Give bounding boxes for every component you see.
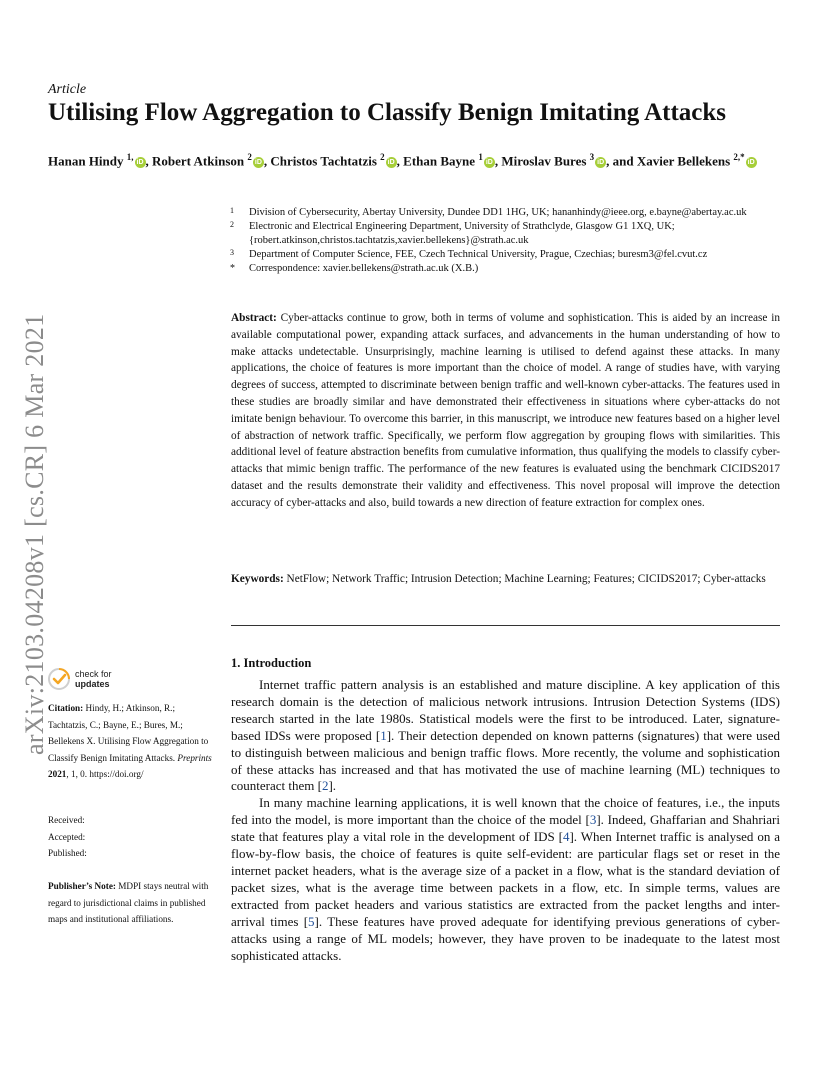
- affiliation-item: [230, 206, 790, 220]
- affiliation-text: Division of Cybersecurity, Abertay University, Dundee DD1 1HG, UK; hananhindy@ieee.org, e.bayne@abertay.ac.uk: [249, 207, 747, 218]
- citation-link[interactable]: 3: [589, 812, 597, 828]
- author-name: Christos Tachtatzis: [270, 153, 377, 169]
- author-list: Hanan Hindy $^{1,}$iD , Robert Atkinson $^2$iD , Christos Tachtatzis $^2$iD , Ethan Bayne $^1$iD , Miroslav Bures $^3$iD , and Xavier Bellekens $^{2,*}$iD: [48, 152, 755, 169]
- author-name: Miroslav Bures: [501, 153, 587, 169]
- affiliation-text: Correspondence: xavier.bellekens@strath.ac.uk (X.B.): [249, 263, 479, 274]
- citation-link[interactable]: 1: [380, 727, 387, 743]
- affiliation-number: *: [230, 263, 235, 274]
- check-for-updates-label: [75, 669, 112, 689]
- paragraph: [231, 677, 780, 795]
- citation-text: Hindy, H.; Atkinson, R.; Tachtatzis, C.; Bayne, E.; Bures, M.; Bellekens X. Utilising Flow Aggregation to Classify Benign Imitating Attacks.: [48, 703, 209, 763]
- citation-label: Citation:: [48, 703, 84, 713]
- paragraph-text: ]. These features have proved adequate for identifying previous generations of cyber-attacks using a range of ML models; however, they have proven to be inadequate to the latest most sophisticated attacks.: [231, 913, 780, 963]
- paragraph-text: ]. When Internet traffic is analysed on a flow-by-flow basis, the choice of features is quite self-evident: are particular flags set or reset in the internet packet headers, what is the average size of a packet in a flow, what is the standard deviation of packet sizes, what is the average time between packets in a flow, etc. In simple terms, values are extracted from packet headers and various statistics are extracted from the packet lengths and inter-arrival times [: [231, 829, 781, 929]
- keywords-label: Keywords:: [231, 573, 284, 585]
- keywords: [231, 571, 780, 588]
- introduction-body: [231, 677, 780, 964]
- publisher-note-label: Publisher’s Note:: [48, 881, 116, 891]
- orcid-icon[interactable]: iD: [136, 159, 144, 167]
- published-label: Published:: [48, 848, 87, 858]
- citation-link[interactable]: 4: [562, 829, 570, 845]
- article-type-label: Article: [48, 82, 87, 97]
- citation-link[interactable]: 2: [321, 778, 329, 794]
- affiliation-text: Electronic and Electrical Engineering Department, University of Strathclyde, Glasgow G1 1XQ, UK; {robert.atkinson,christos.tachtatzis,xavier.bellekens}@strath.ac.uk: [249, 221, 675, 246]
- author-affiliation-mark: 1,: [126, 152, 134, 162]
- check-for-updates-icon: [48, 668, 70, 690]
- section-heading: 1. Introduction: [231, 656, 312, 670]
- affiliation-item: [230, 262, 790, 276]
- affiliation-number: 3: [230, 248, 234, 257]
- paragraph-text: In many machine learning applications, it is well known that the choice of features, i.e., the inputs fed into the model, is more important than the choice of the model [: [231, 795, 780, 828]
- author-name: Ethan Bayne: [403, 153, 476, 169]
- orcid-icon[interactable]: iD: [597, 159, 605, 167]
- arxiv-identifier-stamp: arXiv:2103.04208v1 [cs.CR] 6 Mar 2021: [20, 313, 49, 755]
- author-name: Hanan Hindy: [48, 153, 124, 169]
- author-affiliation-mark: 1: [478, 152, 483, 162]
- publication-dates: [48, 812, 87, 862]
- affiliation-item: [230, 220, 790, 248]
- author-affiliation-mark: 2,*: [733, 152, 745, 162]
- section-divider: [231, 625, 780, 626]
- received-label: Received:: [48, 815, 85, 825]
- affiliation-number: 2: [230, 220, 234, 229]
- citation-year: 2021: [48, 769, 67, 779]
- abstract: [231, 310, 780, 512]
- citation-link[interactable]: 5: [308, 913, 315, 929]
- paragraph-text: Internet traffic pattern analysis is an established and mature discipline. A key application of this research domain is the detection of malicious network intrusions. Intrusion Detection Systems (IDS) research started in the late 1980s. Statistical models were the first to be introduced. Later, signature-based IDSs were proposed [: [231, 677, 780, 743]
- paragraph: [231, 795, 780, 964]
- author-name: and Xavier Bellekens: [612, 153, 731, 169]
- abstract-label: Abstract:: [231, 312, 277, 324]
- publisher-note-text: MDPI stays neutral with regard to jurisdictional claims in published maps and institutional affiliations.: [48, 881, 209, 924]
- accepted-label: Accepted:: [48, 831, 86, 842]
- keywords-text: NetFlow; Network Traffic; Intrusion Detection; Machine Learning; Features; CICIDS2017; Cyber-attacks: [286, 573, 766, 585]
- paragraph-text: ].: [328, 778, 337, 794]
- paragraph-text: ]. Indeed, Ghaffarian and Shahriari state that features play a vital role in the development of IDS [: [231, 812, 780, 845]
- affiliation-list: [230, 206, 790, 276]
- check-for-updates-button[interactable]: [48, 668, 128, 690]
- author-affiliation-mark: 2: [247, 152, 252, 162]
- check-label-line: updates: [75, 679, 110, 689]
- author-affiliation-mark: 2: [380, 152, 385, 162]
- orcid-icon[interactable]: iD: [254, 159, 262, 167]
- orcid-icon[interactable]: iD: [485, 159, 493, 167]
- author-name: Robert Atkinson: [152, 153, 245, 169]
- orcid-icon[interactable]: iD: [387, 159, 395, 167]
- author-affiliation-mark: 3: [589, 152, 595, 162]
- abstract-text: Cyber-attacks continue to grow, both in terms of volume and sophistication. This is aided by an increase in available computational power, expanding attack surfaces, and advancements in the human understanding of how to make attacks undetectable. Unsurprisingly, machine learning is utilised to defend against these attacks. In many applications, the choice of features is more important than the choice of model. A range of studies have, with varying degrees of success, attempted to discriminate between benign traffic and well-known cyber-attacks. The features used in these studies are broadly similar and have demonstrated their effectiveness in situations where cyber-attacks do not imitate benign behaviour. To overcome this barrier, in this manuscript, we introduce new features based on a higher level of abstraction of network traffic. Specifically, we perform flow aggregation by grouping flows with similarities. This additional level of feature abstraction benefits from cumulative information, thus qualifying the models to classify cyber-attacks that mimic benign traffic. The performance of the new features is evaluated using the benchmark CICIDS2017 dataset and the results demonstrate their validity and effectiveness. This novel proposal will improve the detection accuracy of cyber-attacks and also, build towards a new direction of feature extraction for complex ones.: [231, 312, 780, 509]
- citation-doi-link[interactable]: https://doi.org/: [89, 769, 144, 779]
- affiliation-text: Department of Computer Science, FEE, Czech Technical University, Prague, Czechias; buresm3@fel.cvut.cz: [249, 249, 708, 260]
- check-label-line: check for: [75, 669, 112, 679]
- publisher-note: [48, 878, 213, 928]
- citation-journal: Preprints: [177, 752, 212, 763]
- affiliation-item: [230, 248, 790, 262]
- paper-title: Utilising Flow Aggregation to Classify Benign Imitating Attacks: [48, 99, 727, 126]
- orcid-icon[interactable]: iD: [747, 159, 755, 167]
- affiliation-number: 1: [230, 206, 234, 215]
- paragraph-text: ]. Their detection depended on known patterns (signatures) that were used to distinguish between malicious and benign traffic flows. More recently, the volume and sophistication of these attacks has increased and that has motivated the use of machine learning (ML) techniques to counteract them [: [231, 727, 780, 794]
- citation-volume: , 1, 0.: [66, 769, 88, 779]
- citation-sidebar: [48, 700, 213, 783]
